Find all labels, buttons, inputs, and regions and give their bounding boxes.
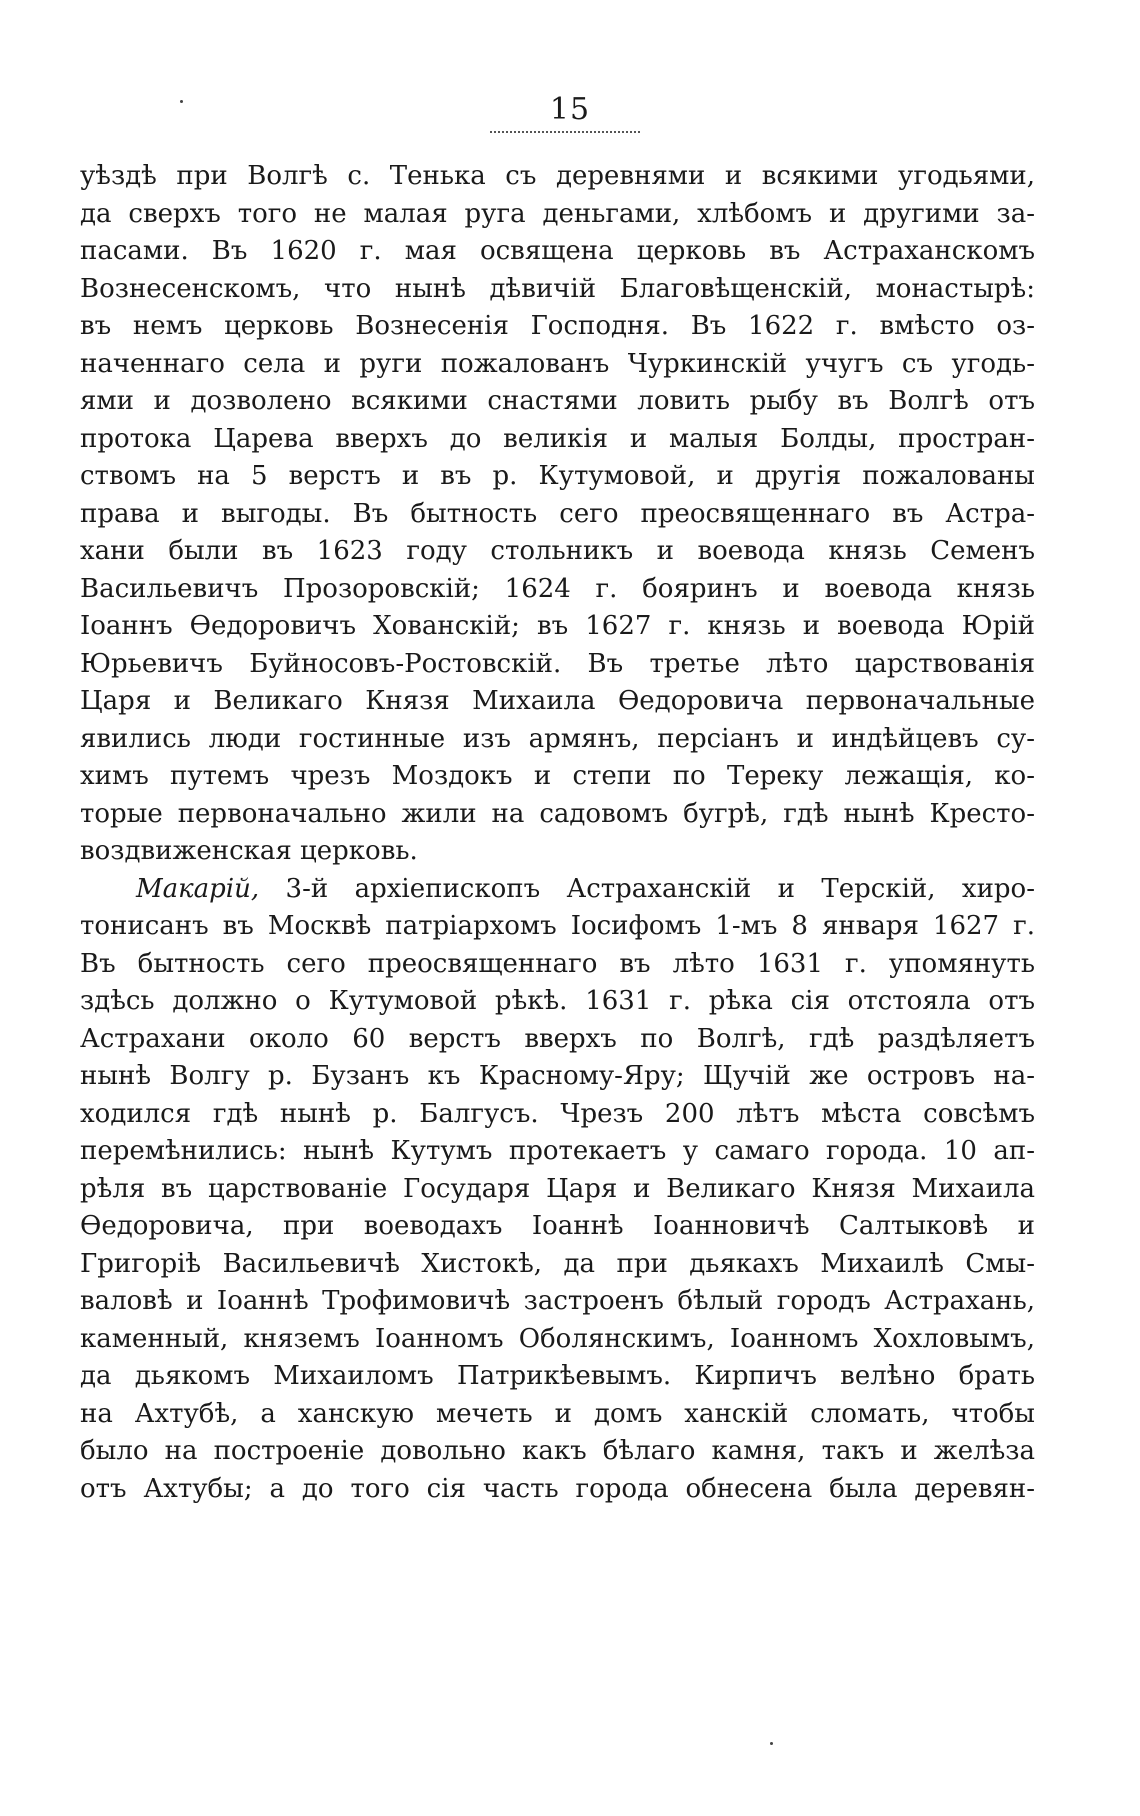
text-line: воздвиженская церковь. [80, 836, 418, 866]
text-line: тонисанъ въ Москвѣ патріархомъ Іосифомъ 1-мъ 8 января 1627 г. [80, 911, 1035, 941]
text-line: Васильевичъ Прозоровскій; 1624 г. бояринъ и воевода князь [80, 573, 1035, 604]
text-line: ствомъ на 5 верстъ и въ р. Кутумовой, и другія пожалованы [80, 461, 1035, 491]
body-text [80, 158, 1035, 1508]
text-line: уѣздѣ при Волгѣ с. Тенька съ деревнями и всякими угодьями, [80, 161, 1035, 191]
text-line: каменный, княземъ Іоанномъ Оболянскимъ, Іоанномъ Хохловымъ, [80, 1323, 1035, 1354]
text-line: отъ Ахтубы; а до того сія часть города обнесена была деревян- [80, 1473, 1035, 1504]
text-line: Въ бытность сего преосвященнаго въ лѣто 1631 г. упомянуть [80, 948, 1035, 979]
text-line: въ немъ церковь Вознесенія Господня. Въ 1622 г. вмѣсто оз- [80, 311, 1035, 341]
text-line: хани были въ 1623 году стольникъ и воевода князь Семенъ [80, 536, 1035, 566]
text-line: рѣля въ царствованіе Государя Царя и Великаго Князя Михаила [80, 1173, 1035, 1204]
text-line: Вознесенскомъ, что нынѣ дѣвичій Благовѣщенскій, монастырѣ: [80, 273, 1035, 304]
text-line: протока Царева вверхъ до великія и малыя Болды, простран- [80, 423, 1035, 454]
text-line: ями и дозволено всякими снастями ловить рыбу въ Волгѣ отъ [80, 386, 1035, 416]
text-line: пасами. Въ 1620 г. мая освящена церковь въ Астраханскомъ [80, 236, 1035, 266]
text-line: Іоаннъ Ѳедоровичъ Хованскій; въ 1627 г. князь и воевода Юрій [80, 611, 1035, 641]
text-line: химъ путемъ чрезъ Моздокъ и степи по Тереку лежащія, ко- [80, 761, 1035, 791]
page-number-rule [490, 131, 640, 133]
bishop-name: Макарій, [136, 873, 260, 904]
text-line [80, 871, 1035, 909]
text-line: было на построеніе довольно какъ бѣлаго камня, такъ и желѣза [80, 1436, 1035, 1466]
page-number: 15 [549, 92, 591, 127]
text-line: Григоріѣ Васильевичѣ Хистокѣ, да при дьякахъ Михаилѣ Смы- [80, 1248, 1035, 1279]
text-line: торые первоначально жили на садовомъ бугрѣ, гдѣ нынѣ Кресто- [80, 798, 1035, 829]
text-line: Юрьевичъ Буйносовъ-Ростовскій. Въ третье лѣто царствованія [80, 648, 1035, 679]
text-line: да дьякомъ Михаиломъ Патрикѣевымъ. Кирпичъ велѣно брать [80, 1361, 1035, 1391]
text-line: перемѣнились: нынѣ Кутумъ протекаетъ у самаго города. 10 ап- [80, 1136, 1035, 1166]
text-line: Ѳедоровича, при воеводахъ Іоаннѣ Іоанновичѣ Салтыковѣ и [80, 1211, 1035, 1241]
paragraph-2 [80, 871, 1035, 1509]
text-line: Царя и Великаго Князя Михаила Ѳедоровича первоначальные [80, 686, 1035, 716]
text-line: права и выгоды. Въ бытность сего преосвященнаго въ Астра- [80, 498, 1035, 529]
text-line: наченнаго села и руги пожалованъ Чуркинскій учугъ съ угодь- [80, 348, 1035, 379]
text-line: валовѣ и Іоаннѣ Трофимовичѣ застроенъ бѣлый городъ Астрахань, [80, 1286, 1035, 1316]
scan-speck [180, 100, 183, 103]
text-line: здѣсь должно о Кутумовой рѣкѣ. 1631 г. рѣка сія отстояла отъ [80, 986, 1035, 1016]
text-segment: 3-й архіепископъ Астраханскій и Терскій, хиро- [259, 873, 1035, 904]
text-line: на Ахтубѣ, а ханскую мечеть и домъ ханскій сломать, чтобы [80, 1398, 1035, 1429]
scan-speck [770, 1742, 773, 1745]
text-line: явились люди гостинные изъ армянъ, персіанъ и индѣйцевъ су- [80, 723, 1035, 754]
text-line: ходился гдѣ нынѣ р. Балгусъ. Чрезъ 200 лѣтъ мѣста совсѣмъ [80, 1098, 1035, 1129]
paragraph-1 [80, 158, 1035, 871]
text-line: Астрахани около 60 верстъ вверхъ по Волгѣ, гдѣ раздѣляетъ [80, 1023, 1035, 1054]
text-line: да сверхъ того не малая руга деньгами, хлѣбомъ и другими за- [80, 198, 1035, 229]
text-line: нынѣ Волгу р. Бузанъ къ Красному-Яру; Щучій же островъ на- [80, 1061, 1035, 1091]
